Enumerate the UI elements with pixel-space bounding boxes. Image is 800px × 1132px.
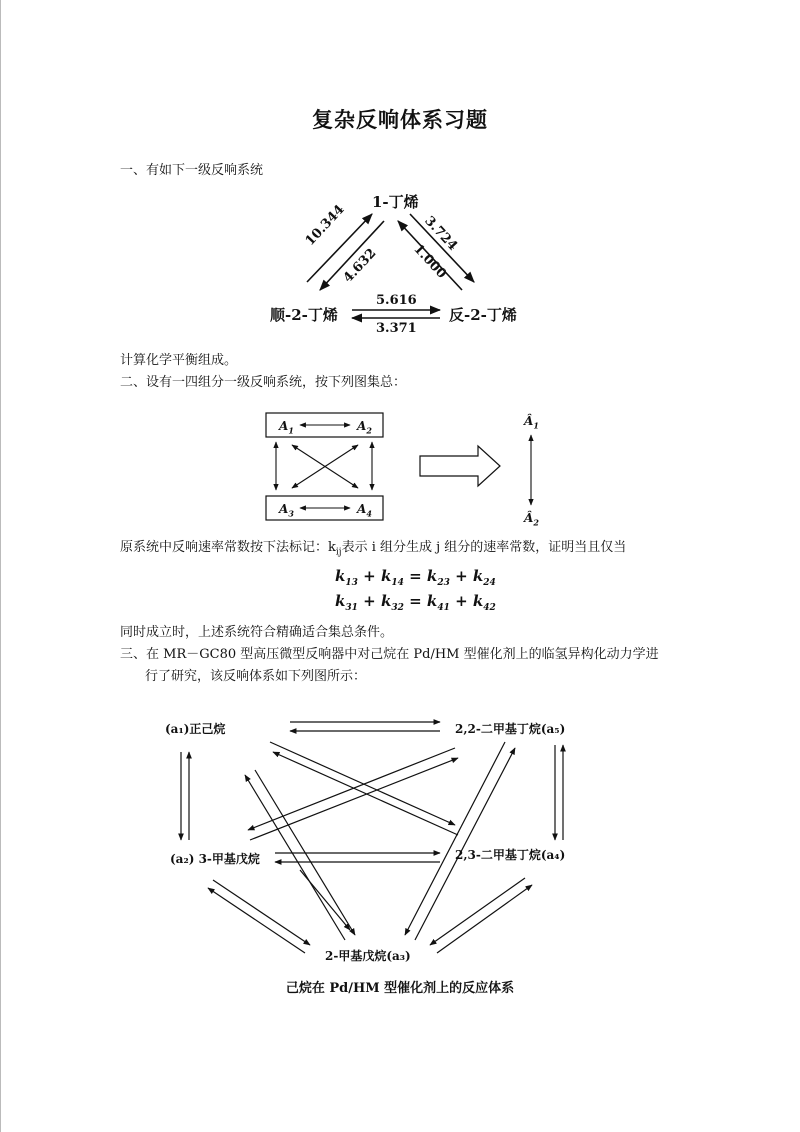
rate-k-trans-to-1butene: 1.000 <box>410 241 450 282</box>
q1-ask: 计算化学平衡组成。 <box>120 353 238 368</box>
lumping-arrow <box>420 446 500 486</box>
rate-k-trans-to-cis: 3.371 <box>376 321 417 336</box>
node-a2: $A_2$ <box>357 419 372 436</box>
q1-intro: 一、有如下一级反响系统 <box>120 163 264 178</box>
node-a4: $A_4$ <box>357 502 372 519</box>
q2-lumping-diagram <box>266 413 531 520</box>
species-cis-2-butene: 顺-2-丁烯 <box>270 306 338 324</box>
node-a3: $A_3$ <box>279 502 294 519</box>
q3-network-arrows <box>181 722 566 953</box>
rate-k-1butene-to-cis: 4.632 <box>340 245 380 286</box>
node-23-dimethylbutane: 2,3-二甲基丁烷(a₄) <box>455 848 566 862</box>
node-lumped-2: $Â_2$ <box>524 511 539 528</box>
node-3-methylpentane: (a₂) 3-甲基戊烷 <box>170 852 260 866</box>
q2-text1: 原系统中反响速率常数按下法标记：$k_{ij}$表示 i 组分生成 j 组分的速率常数，证明当且仅当 <box>120 540 627 558</box>
node-a1: $A_1$ <box>279 419 294 436</box>
species-1-butene: 1-丁烯 <box>372 193 419 211</box>
q2-text2: 同时成立时，上述系统符合精确适合集总条件。 <box>120 625 394 640</box>
rate-k-cis-to-1butene: 10.344 <box>302 202 348 249</box>
equation-1: $k_{13} + k_{14} = k_{23} + k_{24}$ <box>335 567 496 588</box>
equation-2: $k_{31} + k_{32} = k_{41} + k_{42}$ <box>335 592 496 613</box>
q3-line2: 行了研究，该反响体系如下列图所示： <box>145 669 367 684</box>
q2-intro: 二、设有一四组分一级反响系统，按下列图集总： <box>120 375 407 390</box>
q3-figure-caption: 己烷在 Pd/HM 型催化剂上的反应体系 <box>285 981 515 996</box>
node-lumped-1: $Â_1$ <box>524 414 539 431</box>
rate-k-cis-to-trans: 5.616 <box>376 293 417 308</box>
node-22-dimethylbutane: 2,2-二甲基丁烷(a₅) <box>455 722 566 736</box>
rate-k-1butene-to-trans: 3.724 <box>421 213 461 254</box>
node-n-hexane: (a₁)正己烷 <box>165 722 226 736</box>
page-title: 复杂反响体系习题 <box>312 107 488 132</box>
q3-line1: 三、在 MR－GC80 型高压微型反响器中对己烷在 Pd/HM 型催化剂上的临氢异构化动力学进 <box>120 647 659 662</box>
species-trans-2-butene: 反-2-丁烯 <box>449 306 517 324</box>
node-2-methylpentane: 2-甲基戊烷(a₃) <box>325 949 411 963</box>
